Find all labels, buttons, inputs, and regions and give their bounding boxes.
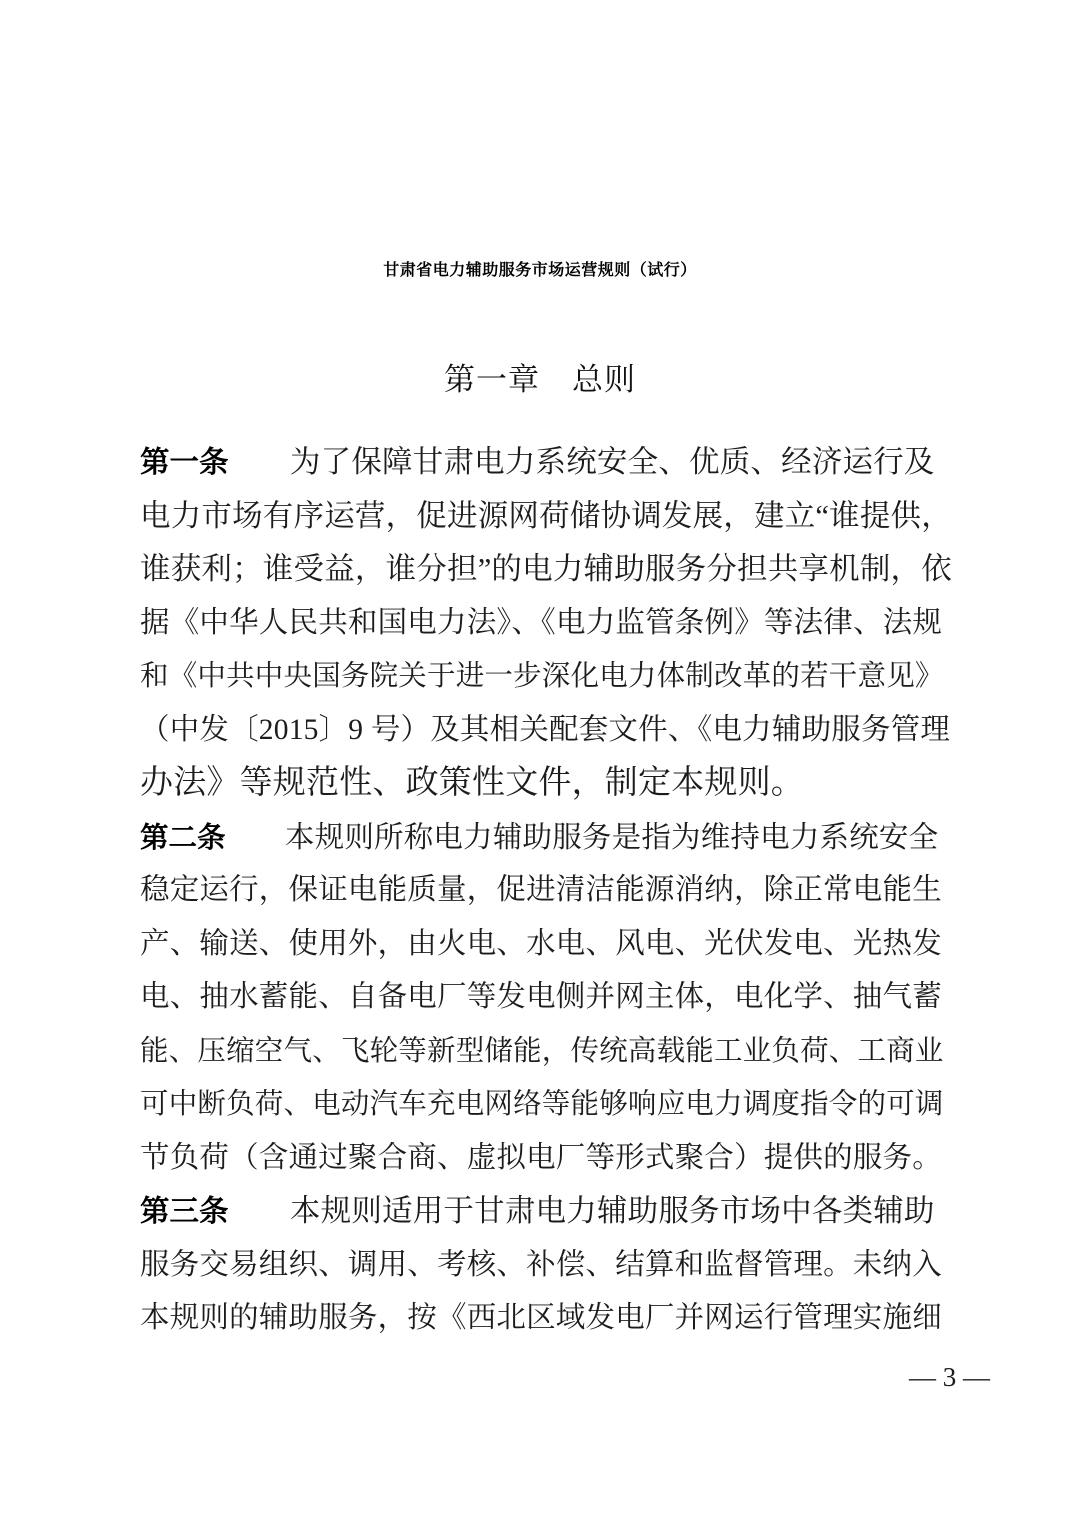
- article-number: 第二条: [140, 820, 226, 854]
- article-line: 电、抽水蓄能、自备电厂等发电侧并网主体，电化学、抽气蓄: [140, 981, 942, 1013]
- article-line-text: 本规则适用于甘肃电力辅助服务市场中各类辅助: [228, 1194, 935, 1228]
- chapter-heading: 第一章 总则: [444, 362, 636, 398]
- article-line: [140, 436, 952, 490]
- article-line: 据《中华人民共和国电力法》、《电力监管条例》等法律、法规: [140, 606, 943, 639]
- article-paragraph: [140, 436, 952, 811]
- article-line: 节负荷（含通过聚合商、虚拟电厂等形式聚合）提供的服务。: [140, 1141, 942, 1174]
- article-line: 可中断负荷、电动汽车充电网络等能够响应电力调度指令的可调: [140, 1089, 944, 1120]
- article-line-text: 本规则所称电力辅助服务是指为维持电力系统安全: [225, 821, 939, 854]
- article-line: 服务交易组织、调用、考核、补偿、结算和监督管理。未纳入: [140, 1248, 942, 1281]
- article-line: 电力市场有序运营，促进源网荷储协调发展，建立“谁提供，: [140, 498, 952, 533]
- article-number: 第一条: [140, 445, 229, 479]
- document-title: 甘肃省电力辅助服务市场运营规则（试行）: [383, 260, 697, 279]
- article-line: [140, 1185, 952, 1239]
- article-line: 稳定运行，保证电能质量，促进清洁能源消纳，除正常电能生: [140, 874, 942, 906]
- article-line: 产、输送、使用外，由火电、水电、风电、光伏发电、光热发: [140, 927, 942, 960]
- article-line: 能、压缩空气、飞轮等新型储能，传统高载能工业负荷、工商业: [140, 1035, 944, 1067]
- article-line: 谁获利；谁受益，谁分担”的电力辅助服务分担共享机制，依: [140, 552, 952, 586]
- article-paragraph: [140, 1185, 952, 1346]
- article-line: 办法》等规范性、政策性文件，制定本规则。: [140, 765, 804, 801]
- article-line: （中发〔2015〕9 号）及其相关配套文件、《电力辅助服务管理: [140, 713, 951, 746]
- page-number: — 3 —: [909, 1362, 990, 1392]
- article-line-text: 为了保障甘肃电力系统安全、优质、经济运行及: [228, 445, 935, 479]
- article-line: 本规则的辅助服务，按《西北区域发电厂并网运行管理实施细: [140, 1302, 942, 1334]
- article-line: 和《中共中央国务院关于进一步深化电力体制改革的若干意见》: [140, 661, 944, 692]
- article-paragraph: [140, 811, 952, 1186]
- article-number: 第三条: [140, 1194, 229, 1228]
- article-line: [140, 811, 952, 865]
- document-body: [140, 436, 952, 1346]
